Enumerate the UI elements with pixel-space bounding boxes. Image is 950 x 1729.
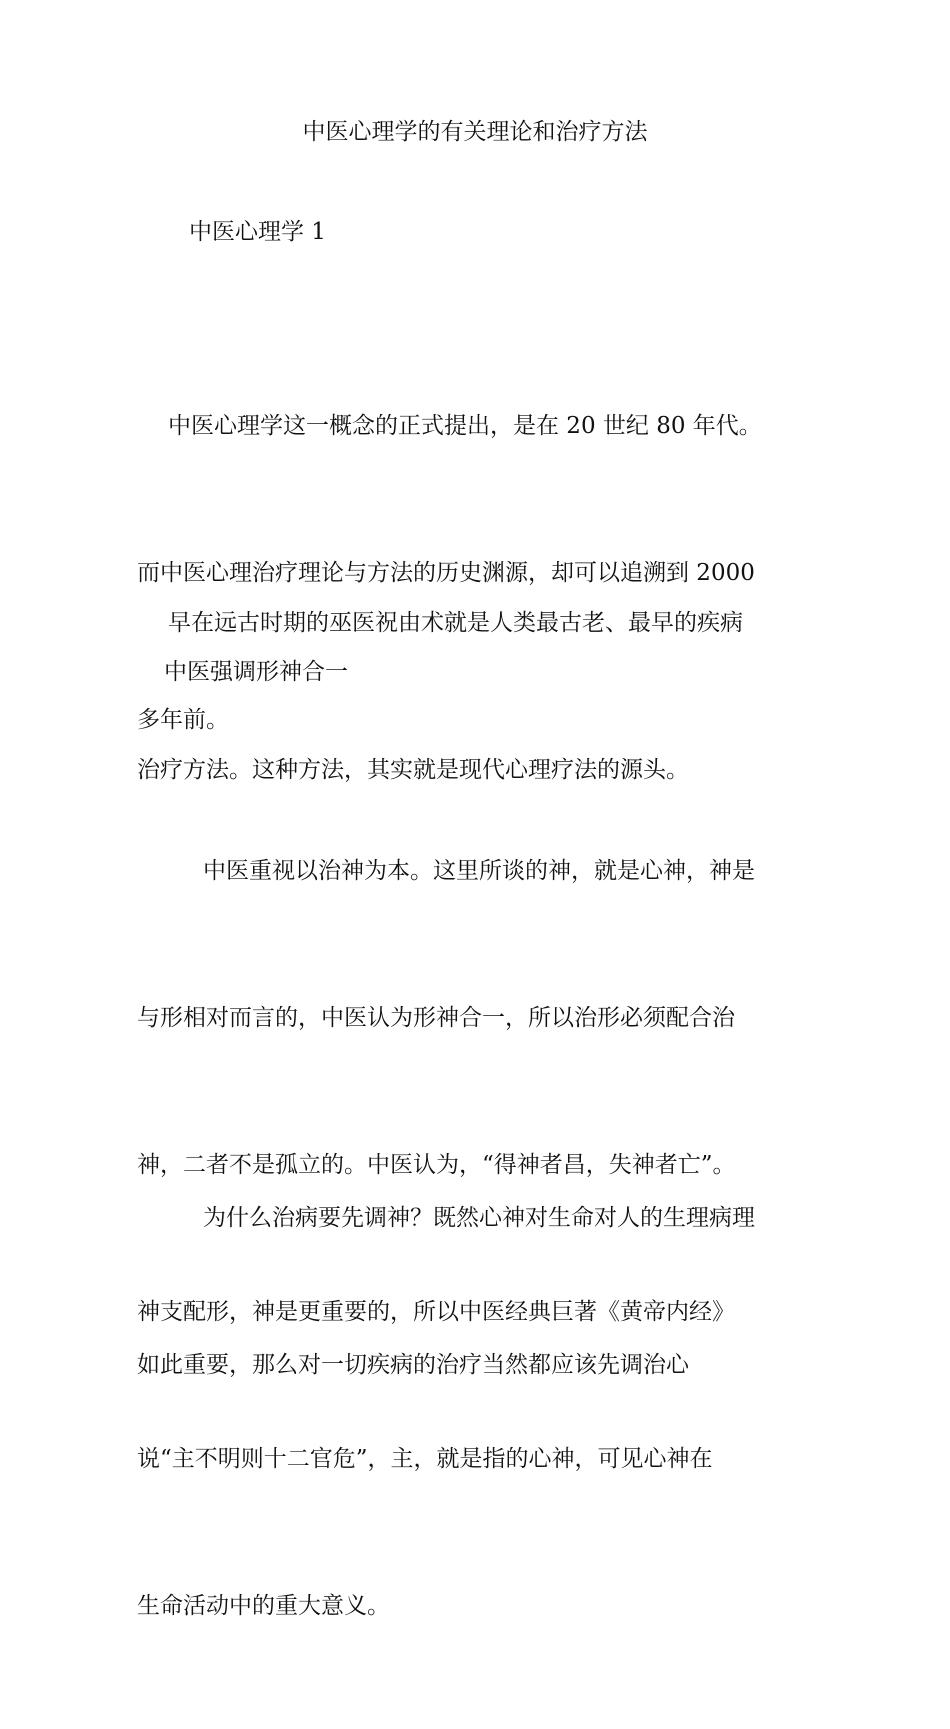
paragraph-line: 中医心理学这一概念的正式提出，是在 20 世纪 80 年代。 [168, 413, 762, 439]
paragraph-line: 治疗方法。这种方法，其实就是现代心理疗法的源头。 [137, 757, 689, 783]
paragraph-4 [137, 1096, 827, 1488]
paragraph-line: 神，二者不是孤立的。中医认为，“得神者昌，失神者亡”。 [137, 1152, 736, 1178]
section-heading-2: 中医强调形神合一 [164, 659, 348, 685]
paragraph-line: 多年前。 [137, 707, 229, 733]
paragraph-line: 而中医心理治疗理论与方法的历史渊源，却可以追溯到 2000 [137, 560, 755, 586]
paragraph-line: 早在远古时期的巫医祝由术就是人类最古老、最早的疾病 [168, 610, 743, 636]
paragraph-line: 如此重要，那么对一切疾病的治疗当然都应该先调治心 [137, 1352, 689, 1378]
paragraph-line: 为什么治病要先调神？既然心神对生命对人的生理病理 [203, 1205, 755, 1231]
section-heading-1: 中医心理学 1 [189, 219, 326, 245]
paragraph-line: 中医重视以治神为本。这里所谈的神，就是心神，神是 [203, 858, 755, 884]
paragraph-line: 说“主不明则十二官危”，主，就是指的心神，可见心神在 [137, 1446, 713, 1472]
paragraph-line: 与形相对而言的，中医认为形神合一，所以治形必须配合治 [137, 1005, 735, 1031]
paragraph-line: 生命活动中的重大意义。 [137, 1593, 390, 1619]
paragraph-line: 神支配形，神是更重要的，所以中医经典巨著《黄帝内经》 [137, 1299, 735, 1325]
document-title: 中医心理学的有关理论和治疗方法 [302, 119, 648, 145]
